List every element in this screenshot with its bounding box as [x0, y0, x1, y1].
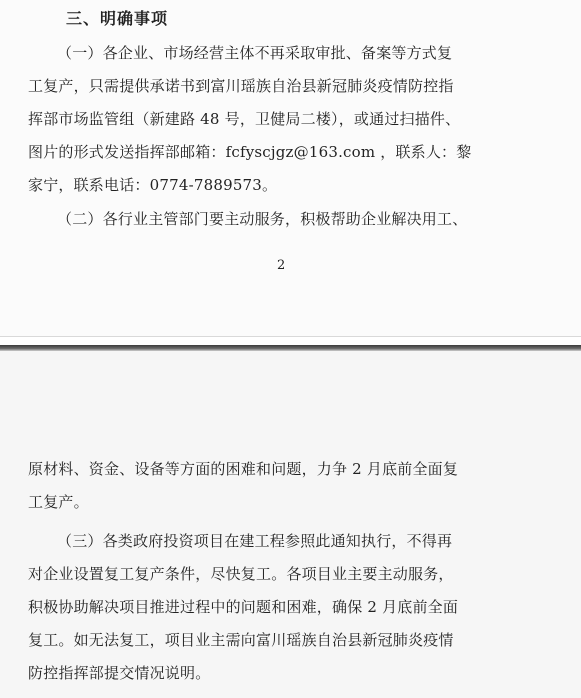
paragraph-line: （一）各企业、市场经营主体不再采取审批、备案等方式复 — [57, 44, 453, 62]
document-page-top — [0, 0, 581, 336]
paragraph-line: （二）各行业主管部门要主动服务，积极帮助企业解决用工、 — [57, 210, 468, 228]
document-page-bottom — [0, 345, 581, 698]
paragraph-line: 原材料、资金、设备等方面的困难和问题，力争 2 月底前全面复 — [28, 460, 459, 478]
paragraph-line: 积极协助解决项目推进过程中的问题和困难，确保 2 月底前全面 — [28, 598, 459, 616]
paragraph-line-with-phone: 家宁，联系电话：0774-7889573。 — [28, 176, 278, 194]
paragraph-line-with-email: 图片的形式发送指挥部邮箱：fcfyscjgz@163.com ，联系人：黎 — [28, 143, 472, 161]
paragraph-line: （三）各类政府投资项目在建工程参照此通知执行，不得再 — [57, 532, 453, 550]
paragraph-line: 工复产，只需提供承诺书到富川瑶族自治县新冠肺炎疫情防控指 — [28, 77, 454, 95]
paragraph-line: 复工。如无法复工，项目业主需向富川瑶族自治县新冠肺炎疫情 — [28, 631, 454, 649]
paragraph-line: 工复产。 — [28, 493, 89, 511]
page-number: 2 — [277, 258, 286, 273]
paragraph-line: 对企业设置复工复产条件，尽快复工。各项目业主要主动服务， — [28, 565, 454, 583]
paragraph-line: 防控指挥部提交情况说明。 — [28, 664, 211, 682]
paragraph-line: 挥部市场监管组（新建路 48 号，卫健局二楼），或通过扫描件、 — [28, 110, 461, 128]
section-heading: 三、明确事项 — [66, 9, 169, 28]
